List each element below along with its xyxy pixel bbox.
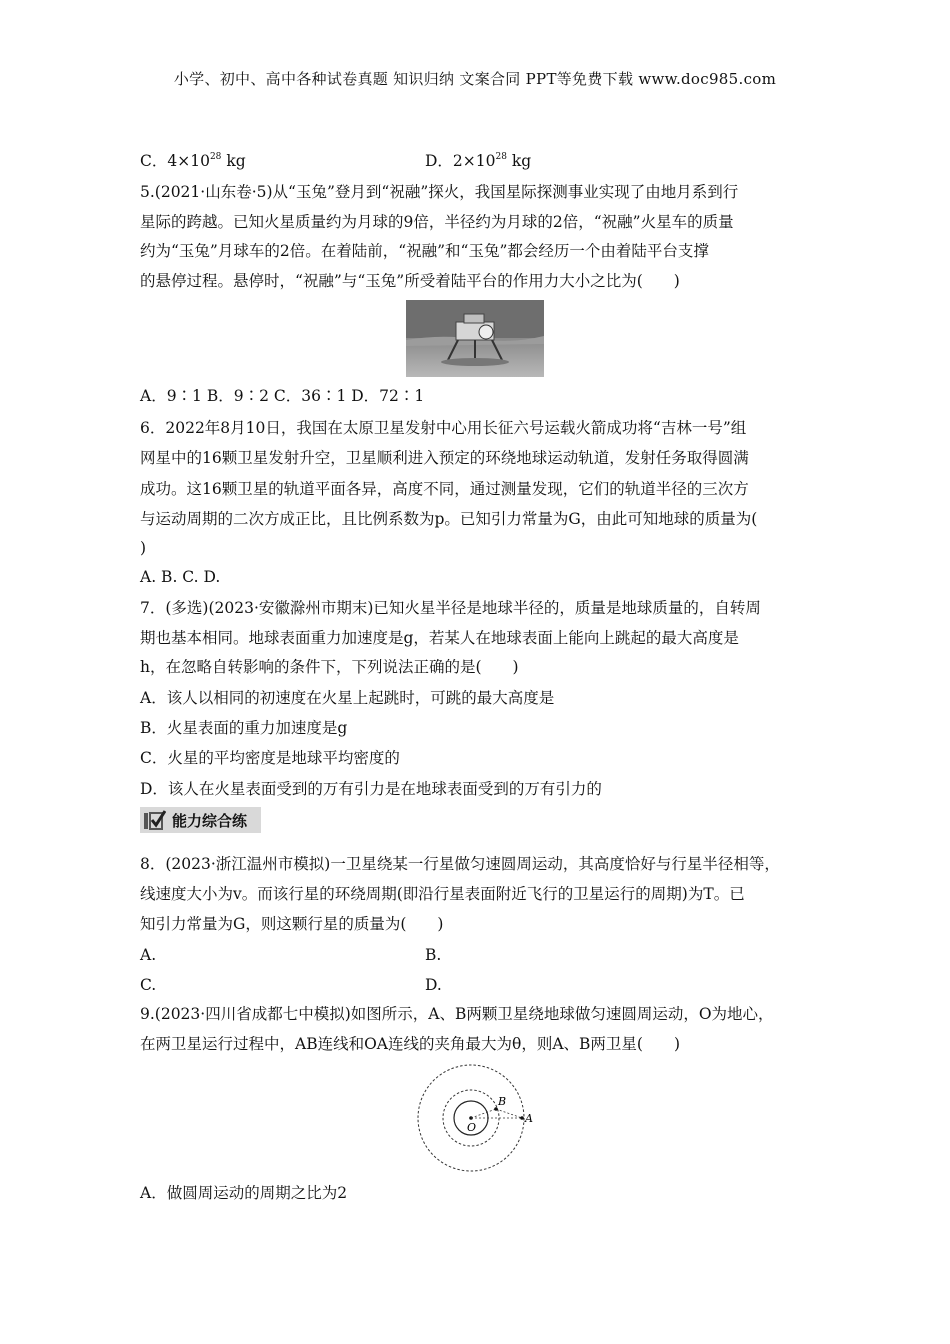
q5-line: 星际的跨越。已知火星质量约为月球的9倍，半径约为月球的2倍，“祝融”火星车的质量 <box>140 213 734 231</box>
q5-line: 的悬停过程。悬停时，“祝融”与“玉兔”所受着陆平台的作用力大小之比为( ) <box>140 272 680 290</box>
section-header <box>140 806 261 834</box>
page-header: 小学、初中、高中各种试卷真题 知识归纳 文案合同 PPT等免费下载 www.doc985.com <box>173 70 777 88</box>
q6-line: 成功。这16颗卫星的轨道平面各异，高度不同，通过测量发现，它们的轨道半径的三次方 <box>140 480 749 498</box>
q6-line: ) <box>140 539 147 557</box>
q9-line: 9.(2023·四川省成都七中模拟)如图所示，A、B两颗卫星绕地球做匀速圆周运动，O为地心， <box>140 1005 774 1023</box>
q6-line: 与运动周期的二次方成正比，且比例系数为p。已知引力常量为G，由此可知地球的质量为( <box>140 510 758 528</box>
q8-option-d: D. <box>425 976 442 994</box>
q5-line: 5.(2021·山东卷·5)从“玉兔”登月到“祝融”探火，我国星际探测事业实现了由地月系到行 <box>140 183 739 201</box>
q6-line: 6．2022年8月10日，我国在太原卫星发射中心用长征六号运载火箭成功将“吉林一号”组 <box>140 419 747 437</box>
q8-option-c: C. <box>140 976 157 994</box>
q7-option-d: D．该人在火星表面受到的万有引力是在地球表面受到的万有引力的 <box>140 780 602 798</box>
q7-line: 期也基本相同。地球表面重力加速度是g，若某人在地球表面上能向上跳起的最大高度是 <box>140 629 739 647</box>
q4-option-d: D．$2\times 10^{28}$ kg <box>425 152 532 170</box>
checkmark-icon <box>142 809 166 831</box>
section-title: 能力综合练 <box>172 811 248 830</box>
q7-option-a: A．该人以相同的初速度在火星上起跳时，可跳的最大高度是 <box>140 689 555 707</box>
q9-option-a: A．做圆周运动的周期之比为2 <box>140 1184 348 1202</box>
q5-options: A．9∶1 B．9∶2 C．36∶1 D．72∶1 <box>140 387 425 405</box>
satellite-a <box>520 1116 524 1120</box>
q7-option-c: C．火星的平均密度是地球平均密度的 <box>140 749 400 767</box>
q9-line: 在两卫星运行过程中，AB连线和OA连线的夹角最大为θ，则A、B两卫星( ) <box>140 1035 680 1053</box>
lunar-rover-photo <box>406 300 544 377</box>
q4-option-c: C．$4\times 10^{28}$ kg <box>140 152 246 170</box>
q5-line: 约为“玉兔”月球车的2倍。在着陆前，“祝融”和“玉兔”都会经历一个由着陆平台支撑 <box>140 242 709 260</box>
q8-line: 线速度大小为v。而该行星的环绕周期(即沿行星表面附近飞行的卫星运行的周期)为T。已 <box>140 885 745 903</box>
q8-option-b: B. <box>425 946 442 964</box>
label-a: A <box>525 1112 533 1125</box>
q8-line: 8．(2023·浙江温州市模拟)一卫星绕某一行星做匀速圆周运动，其高度恰好与行星半径相等， <box>140 855 780 873</box>
q6-options: A. B. C. D. <box>140 568 221 586</box>
orbit-diagram <box>416 1063 546 1173</box>
q8-line: 知引力常量为G，则这颗行星的质量为( ) <box>140 915 444 933</box>
label-b: B <box>498 1095 507 1108</box>
q7-line: h，在忽略自转影响的条件下，下列说法正确的是( ) <box>140 658 519 676</box>
q6-line: 网星中的16颗卫星发射升空，卫星顺利进入预定的环绕地球运动轨道，发射任务取得圆满 <box>140 449 749 467</box>
label-o: O <box>467 1121 477 1134</box>
q8-option-a: A. <box>140 946 157 964</box>
q7-line: 7．(多选)(2023·安徽滁州市期末)已知火星半径是地球半径的，质量是地球质量的，自转周 <box>140 599 761 617</box>
q7-option-b: B．火星表面的重力加速度是g <box>140 719 348 737</box>
